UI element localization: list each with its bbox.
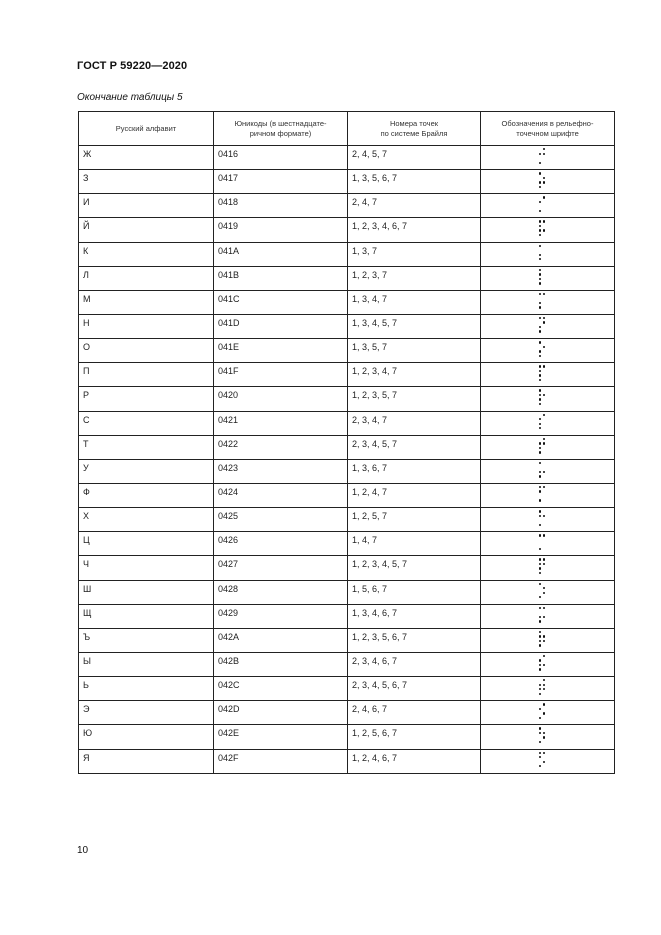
cell-braille-symbol <box>481 314 615 338</box>
cell-code: 042A <box>214 628 348 652</box>
braille-dot-4 <box>543 414 545 416</box>
braille-dot-3 <box>539 254 541 256</box>
braille-dot-7 <box>539 379 541 381</box>
cell-braille-symbol <box>481 387 615 411</box>
braille-dot-4 <box>543 679 545 681</box>
cell-braille-symbol <box>481 604 615 628</box>
cell-code: 0420 <box>214 387 348 411</box>
cell-dots: 1, 3, 4, 7 <box>348 290 481 314</box>
cell-code: 042C <box>214 677 348 701</box>
cell-dots: 2, 3, 4, 6, 7 <box>348 652 481 676</box>
braille-dot-4 <box>543 486 545 488</box>
braille-dot-4 <box>543 655 545 657</box>
cell-code: 042B <box>214 652 348 676</box>
braille-dot-6 <box>543 688 545 690</box>
cell-code: 0418 <box>214 194 348 218</box>
cell-braille-symbol <box>481 532 615 556</box>
cell-code: 042F <box>214 749 348 773</box>
braille-dot-1 <box>539 583 541 585</box>
braille-dot-2 <box>539 201 541 203</box>
table-row <box>79 677 615 701</box>
cell-dots: 1, 2, 5, 6, 7 <box>348 725 481 749</box>
braille-dot-5 <box>543 684 545 686</box>
cell-dots: 1, 2, 3, 7 <box>348 266 481 290</box>
cell-code: 0425 <box>214 508 348 532</box>
braille-dot-2 <box>539 708 541 710</box>
braille-dot-5 <box>543 442 545 444</box>
table-row <box>79 387 615 411</box>
braille-dot-1 <box>539 220 541 222</box>
cell-code: 041F <box>214 363 348 387</box>
braille-dot-6 <box>543 712 545 714</box>
braille-dot-5 <box>543 321 545 323</box>
cell-code: 0423 <box>214 459 348 483</box>
cell-braille-symbol <box>481 290 615 314</box>
cell-letter: Ш <box>79 580 214 604</box>
cell-dots: 1, 4, 7 <box>348 532 481 556</box>
braille-dot-4 <box>543 534 545 536</box>
table-caption: Окончание таблицы 5 <box>77 92 183 103</box>
page-number: 10 <box>77 845 89 856</box>
table-row <box>79 483 615 507</box>
cell-letter: Й <box>79 218 214 242</box>
braille-dot-2 <box>539 635 541 637</box>
braille-dot-6 <box>543 640 545 642</box>
braille-glyph <box>539 438 553 458</box>
cell-letter: И <box>79 194 214 218</box>
braille-dot-4 <box>543 148 545 150</box>
table-row <box>79 459 615 483</box>
braille-glyph <box>539 196 553 216</box>
cell-letter: Н <box>79 314 214 338</box>
cell-code: 042E <box>214 725 348 749</box>
cell-braille-symbol <box>481 508 615 532</box>
cell-braille-symbol <box>481 483 615 507</box>
cell-code: 0428 <box>214 580 348 604</box>
braille-dot-3 <box>539 471 541 473</box>
braille-glyph <box>539 752 553 772</box>
table-row <box>79 580 615 604</box>
braille-dot-7 <box>539 427 541 429</box>
cell-braille-symbol <box>481 701 615 725</box>
braille-dot-7 <box>539 668 541 670</box>
braille-glyph <box>539 583 553 603</box>
cell-code: 0424 <box>214 483 348 507</box>
braille-dot-2 <box>539 490 541 492</box>
braille-dot-6 <box>543 664 545 666</box>
braille-dot-1 <box>539 607 541 609</box>
document-header: ГОСТ Р 59220—2020 <box>77 60 188 72</box>
cell-letter: У <box>79 459 214 483</box>
cell-dots: 1, 2, 3, 5, 7 <box>348 387 481 411</box>
cell-dots: 1, 3, 4, 5, 7 <box>348 314 481 338</box>
braille-dot-1 <box>539 293 541 295</box>
cell-braille-symbol <box>481 146 615 170</box>
braille-dot-2 <box>539 153 541 155</box>
braille-dot-2 <box>539 732 541 734</box>
braille-dot-5 <box>543 635 545 637</box>
table-row <box>79 652 615 676</box>
cell-letter: Э <box>79 701 214 725</box>
cell-dots: 1, 5, 6, 7 <box>348 580 481 604</box>
cell-code: 0419 <box>214 218 348 242</box>
cell-dots: 1, 2, 3, 4, 6, 7 <box>348 218 481 242</box>
cell-braille-symbol <box>481 677 615 701</box>
cell-code: 041D <box>214 314 348 338</box>
braille-dot-1 <box>539 341 541 343</box>
braille-dot-7 <box>539 162 541 164</box>
braille-dot-4 <box>543 607 545 609</box>
cell-letter: Ъ <box>79 628 214 652</box>
braille-dot-3 <box>539 326 541 328</box>
braille-dot-7 <box>539 717 541 719</box>
braille-dot-3 <box>539 640 541 642</box>
cell-dots: 2, 3, 4, 5, 6, 7 <box>348 677 481 701</box>
braille-dot-1 <box>539 269 541 271</box>
braille-dot-7 <box>539 693 541 695</box>
table-row <box>79 242 615 266</box>
cell-dots: 2, 4, 6, 7 <box>348 701 481 725</box>
braille-dot-5 <box>543 732 545 734</box>
braille-dot-3 <box>539 664 541 666</box>
cell-code: 0417 <box>214 170 348 194</box>
braille-glyph <box>539 245 553 265</box>
table-row <box>79 556 615 580</box>
braille-dot-2 <box>539 756 541 758</box>
header-russian-alphabet: Русский алфавит <box>79 112 214 146</box>
cell-code: 041E <box>214 339 348 363</box>
braille-dot-7 <box>539 765 541 767</box>
cell-letter: Х <box>79 508 214 532</box>
braille-glyph <box>539 631 553 651</box>
table-row <box>79 508 615 532</box>
braille-glyph <box>539 148 553 168</box>
cell-dots: 1, 2, 3, 4, 5, 7 <box>348 556 481 580</box>
braille-dot-3 <box>539 398 541 400</box>
braille-dot-4 <box>543 752 545 754</box>
braille-dot-7 <box>539 282 541 284</box>
braille-dot-2 <box>539 225 541 227</box>
cell-letter: Я <box>79 749 214 773</box>
braille-dot-2 <box>539 394 541 396</box>
braille-dot-1 <box>539 317 541 319</box>
braille-dot-3 <box>539 229 541 231</box>
braille-dot-2 <box>539 273 541 275</box>
braille-dot-4 <box>543 558 545 560</box>
braille-dot-6 <box>543 736 545 738</box>
braille-dot-7 <box>539 644 541 646</box>
table-row <box>79 339 615 363</box>
braille-dot-7 <box>539 499 541 501</box>
cell-code: 042D <box>214 701 348 725</box>
braille-dot-1 <box>539 631 541 633</box>
braille-dot-1 <box>539 486 541 488</box>
cell-letter: Т <box>79 435 214 459</box>
braille-dot-2 <box>539 370 541 372</box>
cell-dots: 1, 3, 7 <box>348 242 481 266</box>
braille-dot-3 <box>539 688 541 690</box>
braille-dot-7 <box>539 548 541 550</box>
table-row <box>79 146 615 170</box>
braille-dot-1 <box>539 558 541 560</box>
braille-glyph <box>539 389 553 409</box>
braille-glyph <box>539 172 553 192</box>
braille-dot-7 <box>539 403 541 405</box>
braille-dot-6 <box>543 616 545 618</box>
cell-braille-symbol <box>481 459 615 483</box>
cell-braille-symbol <box>481 435 615 459</box>
braille-glyph <box>539 607 553 627</box>
braille-glyph <box>539 365 553 385</box>
braille-dot-1 <box>539 534 541 536</box>
braille-dot-7 <box>539 572 541 574</box>
table-body <box>79 146 615 774</box>
table-row <box>79 218 615 242</box>
cell-braille-symbol <box>481 194 615 218</box>
braille-dot-7 <box>539 210 541 212</box>
braille-dot-5 <box>543 394 545 396</box>
braille-dot-3 <box>539 302 541 304</box>
braille-dot-1 <box>539 510 541 512</box>
cell-letter: М <box>79 290 214 314</box>
braille-glyph <box>539 462 553 482</box>
header-dot-numbers: Номера точек по системе Брайля <box>348 112 481 146</box>
cell-letter: П <box>79 363 214 387</box>
braille-dot-6 <box>543 761 545 763</box>
cell-dots: 1, 3, 5, 6, 7 <box>348 170 481 194</box>
braille-dot-1 <box>539 172 541 174</box>
cell-letter: К <box>79 242 214 266</box>
braille-dot-2 <box>539 684 541 686</box>
cell-code: 0422 <box>214 435 348 459</box>
braille-dot-6 <box>543 471 545 473</box>
braille-dot-1 <box>539 245 541 247</box>
braille-dot-7 <box>539 596 541 598</box>
cell-braille-symbol <box>481 170 615 194</box>
cell-letter: Ы <box>79 652 214 676</box>
table-row <box>79 194 615 218</box>
braille-dot-1 <box>539 752 541 754</box>
cell-dots: 1, 2, 3, 4, 7 <box>348 363 481 387</box>
table-row <box>79 628 615 652</box>
braille-dot-2 <box>539 659 541 661</box>
braille-glyph <box>539 510 553 530</box>
braille-dot-7 <box>539 355 541 357</box>
table-row <box>79 363 615 387</box>
cell-dots: 1, 3, 6, 7 <box>348 459 481 483</box>
cell-letter: О <box>79 339 214 363</box>
cell-code: 0429 <box>214 604 348 628</box>
braille-dot-3 <box>539 350 541 352</box>
braille-glyph <box>539 293 553 313</box>
cell-braille-symbol <box>481 411 615 435</box>
cell-braille-symbol <box>481 218 615 242</box>
cell-code: 041C <box>214 290 348 314</box>
braille-dot-7 <box>539 186 541 188</box>
braille-dot-7 <box>539 330 541 332</box>
braille-dot-3 <box>539 616 541 618</box>
braille-dot-6 <box>543 229 545 231</box>
cell-code: 0426 <box>214 532 348 556</box>
cell-letter: Щ <box>79 604 214 628</box>
braille-dot-3 <box>539 181 541 183</box>
table-row <box>79 604 615 628</box>
braille-dot-6 <box>543 181 545 183</box>
braille-dot-7 <box>539 451 541 453</box>
cell-code: 0416 <box>214 146 348 170</box>
braille-dot-7 <box>539 524 541 526</box>
braille-dot-1 <box>539 727 541 729</box>
braille-glyph <box>539 269 553 289</box>
braille-dot-5 <box>543 563 545 565</box>
braille-glyph <box>539 414 553 434</box>
braille-dot-4 <box>543 220 545 222</box>
table-row <box>79 266 615 290</box>
cell-dots: 1, 2, 5, 7 <box>348 508 481 532</box>
braille-dot-5 <box>543 515 545 517</box>
table-row <box>79 725 615 749</box>
cell-letter: С <box>79 411 214 435</box>
braille-dot-4 <box>543 365 545 367</box>
cell-letter: Ф <box>79 483 214 507</box>
braille-dot-4 <box>543 703 545 705</box>
cell-braille-symbol <box>481 652 615 676</box>
braille-dot-4 <box>543 317 545 319</box>
braille-dot-2 <box>539 418 541 420</box>
braille-dot-6 <box>543 592 545 594</box>
cell-braille-symbol <box>481 363 615 387</box>
braille-glyph <box>539 534 553 554</box>
cell-code: 0421 <box>214 411 348 435</box>
cell-dots: 2, 3, 4, 5, 7 <box>348 435 481 459</box>
cell-letter: Ж <box>79 146 214 170</box>
cell-code: 041B <box>214 266 348 290</box>
braille-dot-7 <box>539 741 541 743</box>
table-row <box>79 170 615 194</box>
braille-dot-2 <box>539 515 541 517</box>
braille-table <box>78 111 615 774</box>
braille-dot-7 <box>539 234 541 236</box>
cell-letter: Р <box>79 387 214 411</box>
cell-letter: Ю <box>79 725 214 749</box>
braille-glyph <box>539 679 553 699</box>
braille-dot-3 <box>539 567 541 569</box>
braille-dot-3 <box>539 423 541 425</box>
cell-dots: 2, 4, 7 <box>348 194 481 218</box>
header-unicode: Юникоды (в шестнадцате- ричном формате) <box>214 112 348 146</box>
cell-braille-symbol <box>481 339 615 363</box>
header-braille-symbol: Обозначения в рельефно- точечном шрифте <box>481 112 615 146</box>
braille-dot-2 <box>539 442 541 444</box>
table-row <box>79 411 615 435</box>
braille-dot-1 <box>539 462 541 464</box>
cell-dots: 1, 3, 5, 7 <box>348 339 481 363</box>
braille-dot-3 <box>539 447 541 449</box>
braille-dot-3 <box>539 374 541 376</box>
braille-dot-7 <box>539 258 541 260</box>
cell-letter: Ь <box>79 677 214 701</box>
cell-letter: Ч <box>79 556 214 580</box>
braille-dot-7 <box>539 620 541 622</box>
cell-letter: Л <box>79 266 214 290</box>
table-header-row <box>79 112 615 146</box>
cell-braille-symbol <box>481 556 615 580</box>
braille-dot-3 <box>539 278 541 280</box>
braille-dot-4 <box>543 438 545 440</box>
braille-dot-4 <box>543 293 545 295</box>
braille-dot-5 <box>543 587 545 589</box>
cell-letter: Ц <box>79 532 214 556</box>
braille-glyph <box>539 317 553 337</box>
table-row <box>79 749 615 773</box>
cell-braille-symbol <box>481 266 615 290</box>
braille-glyph <box>539 220 553 240</box>
cell-braille-symbol <box>481 628 615 652</box>
braille-glyph <box>539 558 553 578</box>
braille-glyph <box>539 341 553 361</box>
cell-dots: 1, 3, 4, 6, 7 <box>348 604 481 628</box>
braille-dot-5 <box>543 153 545 155</box>
cell-dots: 1, 2, 4, 7 <box>348 483 481 507</box>
cell-letter: З <box>79 170 214 194</box>
cell-braille-symbol <box>481 749 615 773</box>
cell-braille-symbol <box>481 242 615 266</box>
table-row <box>79 435 615 459</box>
braille-glyph <box>539 486 553 506</box>
cell-braille-symbol <box>481 580 615 604</box>
cell-dots: 1, 2, 4, 6, 7 <box>348 749 481 773</box>
table-row <box>79 314 615 338</box>
braille-dot-7 <box>539 475 541 477</box>
cell-dots: 2, 3, 4, 7 <box>348 411 481 435</box>
table-row <box>79 290 615 314</box>
braille-glyph <box>539 655 553 675</box>
cell-code: 0427 <box>214 556 348 580</box>
braille-dot-1 <box>539 365 541 367</box>
cell-code: 041A <box>214 242 348 266</box>
braille-glyph <box>539 703 553 723</box>
cell-dots: 2, 4, 5, 7 <box>348 146 481 170</box>
cell-dots: 1, 2, 3, 5, 6, 7 <box>348 628 481 652</box>
braille-dot-2 <box>539 563 541 565</box>
braille-dot-7 <box>539 306 541 308</box>
cell-braille-symbol <box>481 725 615 749</box>
braille-dot-5 <box>543 346 545 348</box>
table-row <box>79 701 615 725</box>
braille-dot-5 <box>543 177 545 179</box>
braille-dot-4 <box>543 196 545 198</box>
braille-dot-1 <box>539 389 541 391</box>
braille-glyph <box>539 727 553 747</box>
table-row <box>79 532 615 556</box>
